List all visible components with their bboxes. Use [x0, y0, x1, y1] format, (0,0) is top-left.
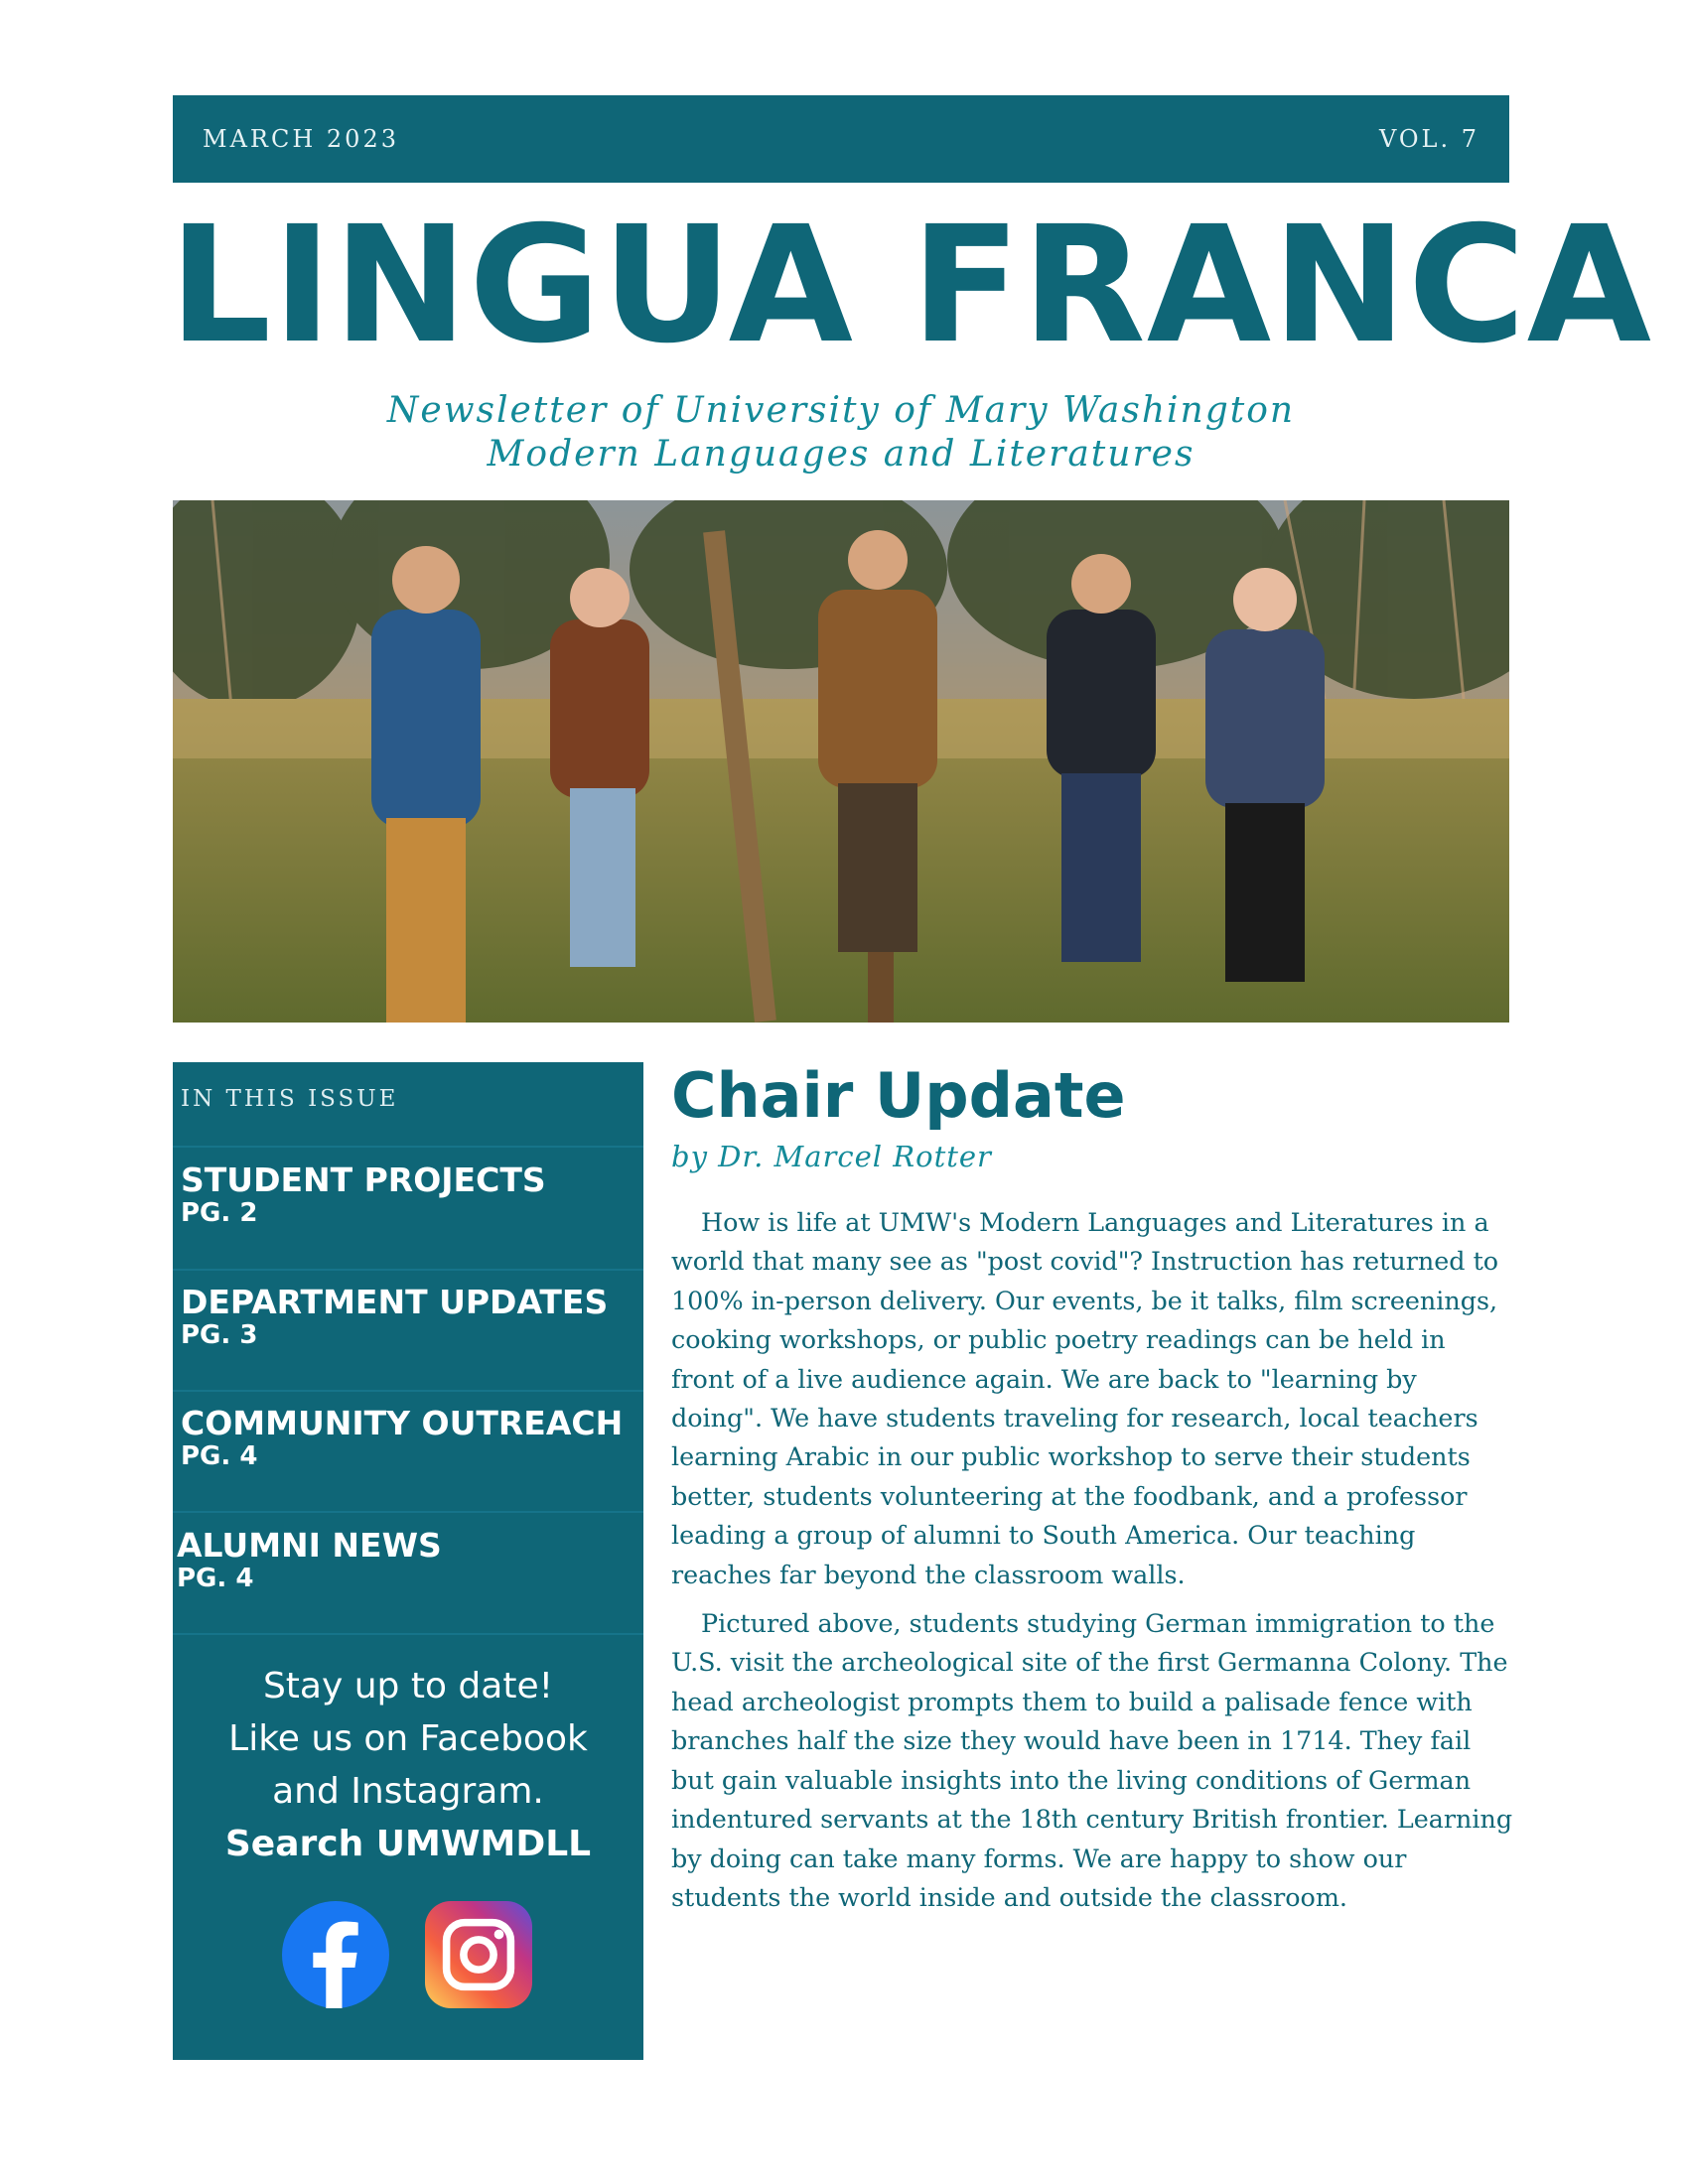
subtitle-line-1: Newsletter of University of Mary Washington: [386, 390, 1296, 431]
in-this-issue-sidebar: [173, 1062, 643, 2060]
social-line-2: Like us on Facebook: [228, 1718, 588, 1759]
toc-item-page: PG. 2: [181, 1198, 258, 1228]
sidebar-divider: [173, 1511, 643, 1513]
article-paragraph: How is life at UMW's Modern Languages and Literatures in a world that many see as "post covid"? Instruction has returned to 100% in-person delivery. Our events, be it talks, film screenings, cooking workshops, or public poetry readings can be held in front of a live audience again. We are back to "learning by doing". We have students traveling for research, local teachers learning Arabic in our public workshop to serve their students better, students volunteering at the foodbank, and a professor leading a group of alumni to South America. Our teaching reaches far beyond the classroom walls.: [671, 1207, 1499, 1589]
sidebar-divider: [173, 1269, 643, 1271]
toc-item-student-projects[interactable]: [181, 1161, 637, 1227]
article-byline: by Dr. Marcel Rotter: [671, 1140, 992, 1173]
toc-item-page: PG. 4: [181, 1441, 258, 1471]
newsletter-subtitle: [173, 389, 1509, 477]
social-line-3: and Instagram.: [272, 1771, 544, 1812]
toc-item-title: DEPARTMENT UPDATES: [181, 1283, 609, 1321]
instagram-icon[interactable]: [425, 1901, 532, 2008]
toc-item-title: COMMUNITY OUTREACH: [181, 1404, 624, 1442]
cover-photo: [173, 500, 1509, 1023]
toc-item-alumni-news[interactable]: [177, 1527, 633, 1592]
toc-item-page: PG. 3: [181, 1320, 258, 1350]
social-search-handle: Search UMWMDLL: [224, 1824, 592, 1864]
article-title: Chair Update: [671, 1059, 1126, 1132]
subtitle-line-2: Modern Languages and Literatures: [487, 434, 1196, 475]
article-paragraph: Pictured above, students studying German immigration to the U.S. visit the archeological site of the first Germanna Colony. The head archeologist prompts them to build a palisade fence with branches half the size they would have been in 1714. They fail but gain valuable insights into the living conditions of German indentured servants at the 18th century British frontier. Learning by doing can take many forms. We are happy to show our students the world inside and outside the classroom.: [671, 1608, 1513, 1912]
toc-item-page: PG. 4: [177, 1564, 254, 1593]
social-line-1: Stay up to date!: [262, 1666, 554, 1706]
toc-item-community-outreach[interactable]: [181, 1405, 637, 1470]
toc-item-title: ALUMNI NEWS: [177, 1526, 442, 1565]
header-bar: [173, 95, 1509, 183]
issue-date: MARCH 2023: [203, 125, 399, 153]
cover-photo-illustration: [173, 500, 1509, 1023]
toc-item-department-updates[interactable]: [181, 1284, 637, 1349]
in-this-issue-label: IN THIS ISSUE: [181, 1086, 399, 1112]
facebook-icon[interactable]: [282, 1901, 389, 2008]
sidebar-divider: [173, 1146, 643, 1148]
sidebar-divider: [173, 1633, 643, 1635]
masthead-title: LINGUA FRANCA: [169, 193, 1653, 379]
issue-volume: VOL. 7: [1378, 125, 1479, 153]
sidebar-divider: [173, 1390, 643, 1392]
article-body: [671, 1203, 1515, 1927]
toc-item-title: STUDENT PROJECTS: [181, 1160, 546, 1199]
social-callout: [173, 1660, 643, 1870]
